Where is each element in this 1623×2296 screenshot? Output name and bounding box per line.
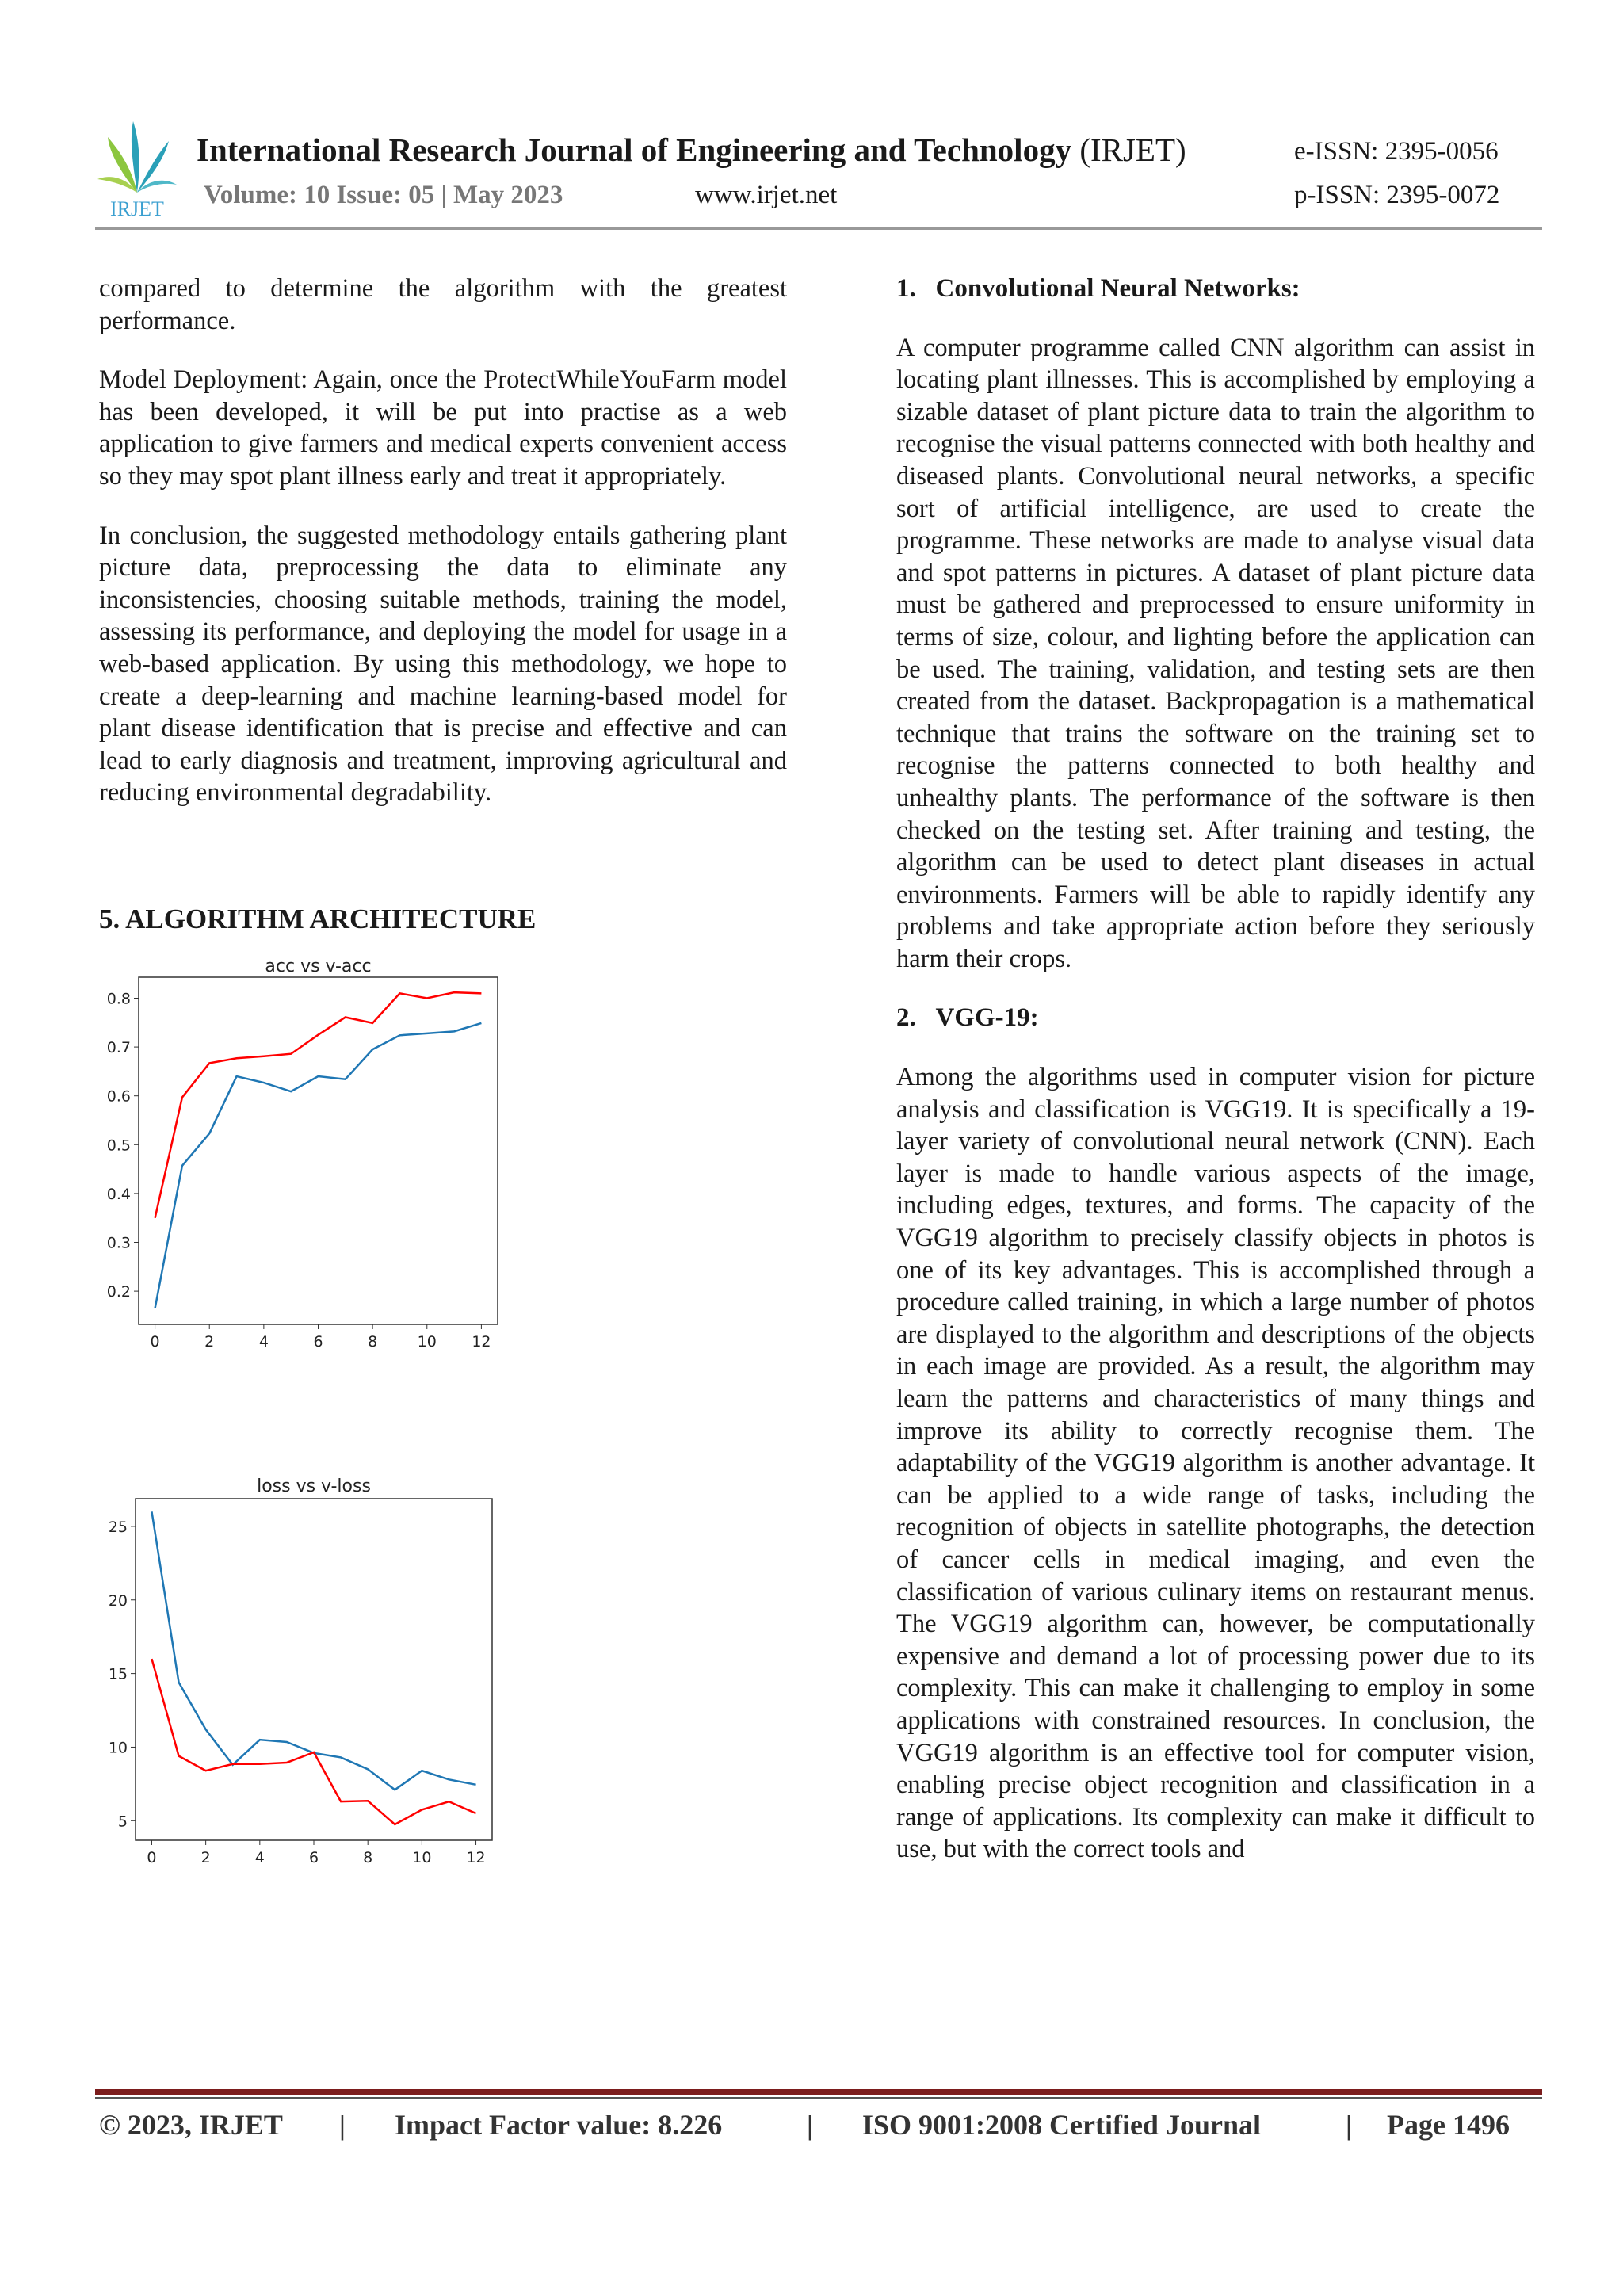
website-link[interactable]: www.irjet.net [695,181,838,209]
x-tick-label: 4 [254,1849,265,1866]
y-tick-label: 0.7 [106,1039,131,1057]
y-tick-label: 0.8 [106,990,131,1008]
footer-separator: | [1346,2109,1352,2141]
chart-title: loss vs v-loss [257,1477,371,1496]
journal-abbr: (IRJET) [1079,132,1186,168]
loss-chart [95,1474,539,1997]
x-tick-label: 8 [363,1849,373,1866]
footer-separator: | [339,2109,346,2141]
x-tick-label: 2 [200,1849,211,1866]
footer-divider-thin [95,2097,1542,2099]
x-tick-label: 6 [313,1333,323,1350]
irjet-logo [94,117,181,219]
chart-title: acc vs v-acc [265,957,372,976]
paragraph: Model Deployment: Again, once the ProtectWhileYouFarm model has been developed, it will be put into practise as a web application to give farmers and medical experts convenient access so they may spot plant illness early and treat it appropriately. [99,365,787,491]
acc-chart [95,951,539,1458]
subsection-heading-cnn: 1. Convolutional Neural Networks: [896,274,1300,303]
y-tick-label: 0.6 [106,1087,131,1106]
x-tick-label: 6 [308,1849,319,1866]
x-tick-label: 8 [368,1333,378,1350]
y-tick-label: 0.3 [106,1234,131,1252]
plot-area [136,1499,492,1840]
x-tick-label: 10 [417,1333,437,1350]
volume-info: Volume: 10 Issue: 05 | May 2023 [204,181,563,209]
plot-area [139,977,498,1324]
journal-name: International Research Journal of Engineering and Technology [197,132,1072,168]
y-tick-label: 5 [117,1813,128,1831]
paragraph: A computer programme called CNN algorithm can assist in locating plant illnesses. This is accomplished by employing a sizable dataset of plant picture data to train the algorithm to recognise the visual patterns connected with both healthy and diseased plants. Convolutional neural networks, a specific sort of artificial intelligence, are used to create the programme. These networks are made to analyse visual data and spot patterns in pictures. A dataset of plant picture data must be gathered and preprocessed to ensure uniformity in terms of size, colour, and lighting before the application can be used. The training, validation, and testing sets are then created from the dataset. Backpropagation is a mathematical technique that trains the software on the training set to recognise the patterns connected to both healthy and unhealthy plants. The performance of the software is then checked on the testing set. After training and testing, the algorithm can be used to detect plant diseases in actual environments. Farmers will be able to rapidly identify any problems and take appropriate action before they seriously harm their crops. [896,333,1535,973]
copyright: © 2023, IRJET [99,2109,283,2141]
footer-divider [95,2089,1542,2095]
y-tick-label: 10 [108,1739,128,1757]
footer-separator: | [807,2109,813,2141]
paragraph: Among the algorithms used in computer vision for picture analysis and classification is VGG19. It is specifically a 19-layer variety of convolutional neural network (CNN). Each layer is made to handle various aspects of the image, including edges, textures, and forms. The capacity of the VGG19 algorithm to precisely classify objects in photos is one of its key advantages. This is accomplished through a procedure called training, in which a large number of photos are displayed to the algorithm and descriptions of the objects in each image are provided. As a result, the algorithm may learn the patterns and characteristics of many things and improve its ability to correctly recognise them. The adaptability of the VGG19 algorithm is another advantage. It can be applied to a wide range of tasks, including the recognition of objects in satellite photographs, the detection of cancer cells in medical imaging, and even the classification of various culinary items on restaurant menus. The VGG19 algorithm can, however, be computationally expensive and demand a lot of processing power due to its complexity. This can make it challenging to employ in some applications with constrained resources. In conclusion, the VGG19 algorithm is an effective tool for computer vision, enabling precise object recognition and classification in a range of applications. Its complexity can make it difficult to use, but with the correct tools and [896,1063,1535,1864]
x-tick-label: 0 [147,1849,157,1866]
svg-text:IRJET: IRJET [110,197,164,219]
e-issn: e-ISSN: 2395-0056 [1294,137,1499,166]
y-tick-label: 25 [108,1518,128,1536]
section-heading: 5. ALGORITHM ARCHITECTURE [99,904,537,934]
p-issn: p-ISSN: 2395-0072 [1294,181,1500,209]
x-tick-label: 12 [472,1333,491,1350]
right-column [896,273,1535,1866]
y-tick-label: 15 [108,1665,128,1683]
paragraph: compared to determine the algorithm with the greatest performance. [99,274,787,335]
y-tick-label: 0.2 [106,1283,131,1301]
x-tick-label: 2 [204,1333,215,1350]
x-tick-label: 0 [150,1333,160,1350]
header-divider [95,227,1542,230]
y-tick-label: 20 [108,1591,128,1610]
paragraph: In conclusion, the suggested methodology entails gathering plant picture data, preprocessing the data to eliminate any inconsistencies, choosing suitable methods, training the model, assessing its performance, and deploying the model for usage in a web-based application. By using this methodology, we hope to create a deep-learning and machine learning-based model for plant disease identification that is precise and effective and can lead to early diagnosis and treatment, improving agricultural and reducing environmental degradability. [99,521,787,808]
x-tick-label: 10 [412,1849,432,1866]
impact-factor: Impact Factor value: 8.226 [395,2109,723,2141]
x-tick-label: 12 [466,1849,486,1866]
journal-title [197,131,1186,169]
subsection-heading-vgg19: 2. VGG-19: [896,1003,1039,1033]
page-number: Page 1496 [1387,2109,1510,2141]
left-column [99,273,787,836]
y-tick-label: 0.5 [106,1137,131,1155]
iso-certification: ISO 9001:2008 Certified Journal [862,2109,1261,2141]
y-tick-label: 0.4 [106,1185,131,1203]
x-tick-label: 4 [258,1333,269,1350]
